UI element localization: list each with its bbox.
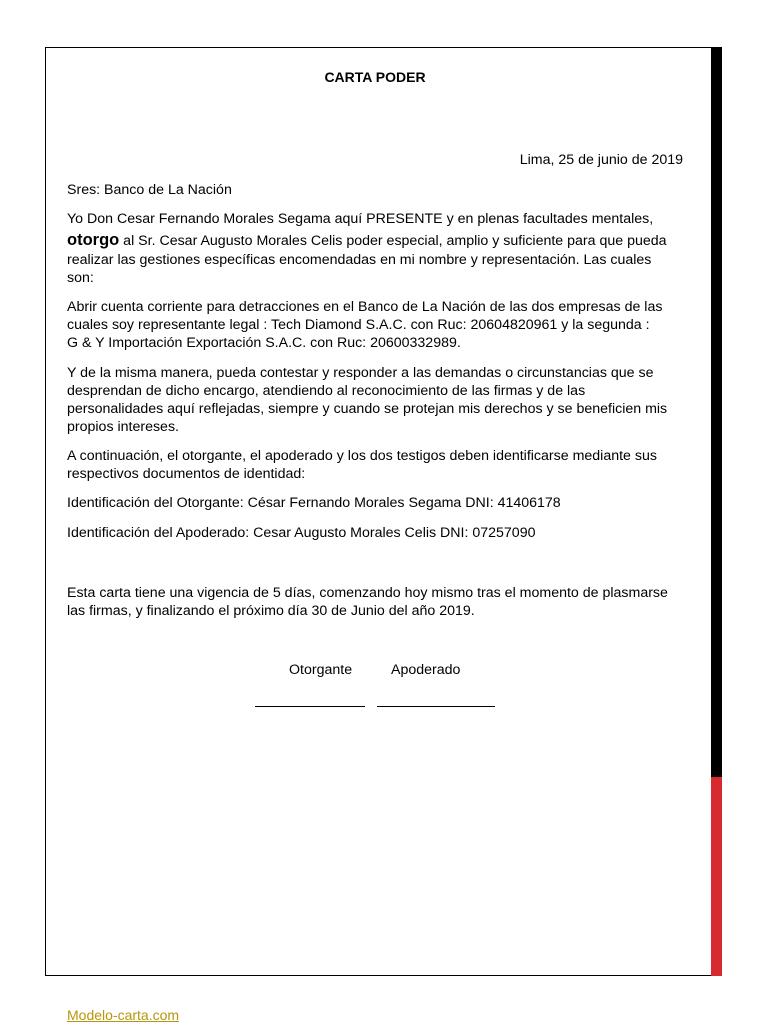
para4-line1: A continuación, el otorgante, el apoderado y los dos testigos deben identificarse mediante sus (67, 448, 657, 464)
para1-line2 (67, 231, 667, 250)
para4-line2: respectivos documentos de identidad: (67, 466, 306, 482)
para1-line1: Yo Don Cesar Fernando Morales Segama aquí PRESENTE y en plenas facultades mentales, (67, 211, 654, 227)
para3-line4: propios intereses. (67, 419, 179, 435)
para5-line1: Esta carta tiene una vigencia de 5 días, comenzando hoy mismo tras el momento de plasmarse (67, 585, 668, 601)
signature-label-otorgante: Otorgante (289, 662, 353, 678)
para2-line3: G & Y Importación Exportación S.A.C. con Ruc: 20600332989. (67, 335, 461, 351)
document-title: CARTA PODER (324, 69, 426, 85)
date-line: Lima, 25 de junio de 2019 (519, 152, 683, 168)
signature-label-apoderado: Apoderado (391, 662, 461, 678)
id-apoderado: Identificación del Apoderado: Cesar Augusto Morales Celis DNI: 07257090 (67, 525, 536, 541)
para3-line2: desprendan de dicho encargo, atendiendo al reconocimiento de las firmas y de las (67, 383, 586, 399)
otorgo-word: otorgo (67, 231, 120, 249)
side-bar-red (711, 777, 722, 976)
salutation: Sres: Banco de La Nación (67, 182, 232, 198)
signature-line-otorgante (255, 706, 365, 707)
para2-line1: Abrir cuenta corriente para detracciones en el Banco de La Nación de las dos empresas de las (67, 299, 663, 315)
para1-line4: son: (67, 270, 94, 286)
para1-line2-rest: al Sr. Cesar Augusto Morales Celis poder especial, amplio y suficiente para que pueda (119, 233, 667, 249)
para3-line3: personalidades aquí reflejadas, siempre y cuando se protejan mis derechos y se beneficien mis (67, 401, 668, 417)
side-bar-black (711, 47, 722, 777)
modelo-carta-link[interactable]: Modelo-carta.com (67, 1007, 180, 1023)
id-otorgante: Identificación del Otorgante: César Fernando Morales Segama DNI: 41406178 (67, 495, 561, 511)
para1-line3: realizar las gestiones específicas encomendadas en mi nombre y representación. Las cuales (67, 252, 652, 268)
signature-line-apoderado (377, 706, 495, 707)
para5-line2: las firmas, y finalizando el próximo día 30 de Junio del año 2019. (67, 603, 475, 619)
para2-line2: cuales soy representante legal : Tech Diamond S.A.C. con Ruc: 20604820961 y la segunda : (67, 317, 650, 333)
para3-line1: Y de la misma manera, pueda contestar y responder a las demandas o circunstancias que se (67, 365, 654, 381)
